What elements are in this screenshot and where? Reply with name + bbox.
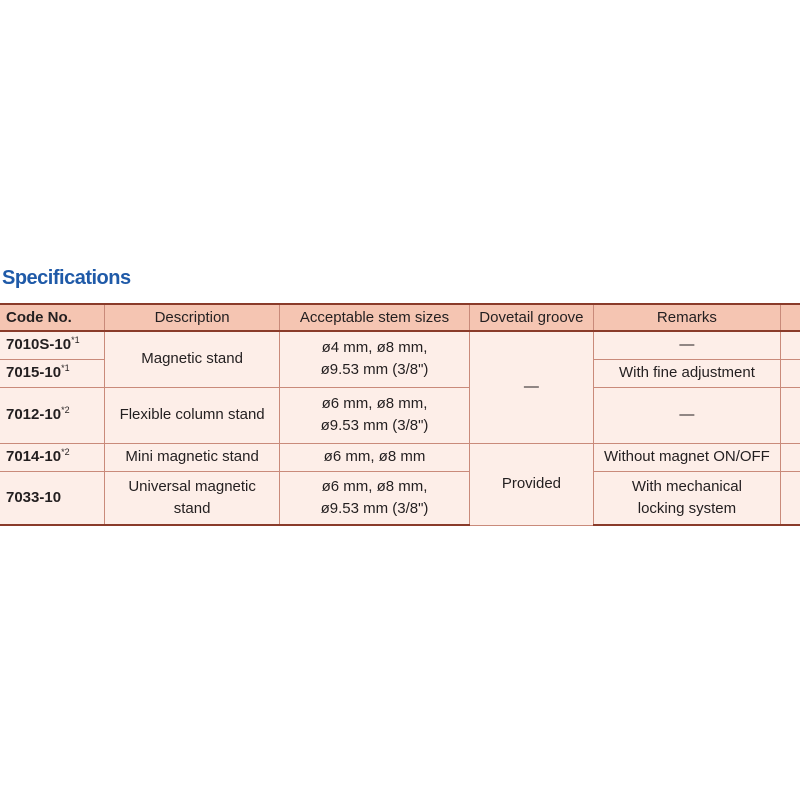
remarks-cell	[594, 331, 781, 359]
code-number: 7014-10	[6, 448, 62, 465]
table-row	[0, 443, 800, 471]
stem-sizes-text: ø4 mm, ø8 mm, ø9.53 mm (3/8")	[320, 339, 429, 379]
code-number: 7015-10	[6, 364, 62, 381]
footnote-mark: *1	[61, 363, 70, 373]
header-continued	[780, 304, 800, 331]
continued-cell	[780, 443, 800, 471]
description-cell	[105, 331, 280, 387]
code-cell	[0, 359, 105, 387]
description-cell	[105, 471, 280, 525]
specifications-table	[0, 303, 800, 526]
header-dovetail-groove: Dovetail groove	[469, 304, 593, 331]
description-cell	[105, 443, 280, 471]
description-text: Mini magnetic stand	[125, 448, 259, 465]
header-description: Description	[105, 304, 280, 331]
header-stem-sizes: Acceptable stem sizes	[280, 304, 470, 331]
continued-cell	[780, 387, 800, 443]
dovetail-text: —	[523, 378, 539, 396]
continued-cell	[780, 471, 800, 525]
section-title: Specifications	[2, 267, 131, 289]
stem-sizes-text: ø6 mm, ø8 mm	[323, 448, 426, 465]
stem-sizes-cell	[280, 471, 470, 525]
description-text: Universal magnetic stand	[128, 477, 256, 517]
stem-sizes-text: ø6 mm, ø8 mm, ø9.53 mm (3/8")	[320, 477, 429, 517]
dovetail-text: Provided	[501, 475, 562, 492]
remarks-cell	[594, 387, 781, 443]
dovetail-cell	[469, 443, 593, 525]
footnote-mark: *1	[71, 335, 80, 346]
remarks-cell	[594, 471, 781, 525]
table-row	[0, 387, 800, 443]
stem-sizes-text: ø6 mm, ø8 mm, ø9.53 mm (3/8")	[320, 395, 429, 434]
code-number: 7010S-10	[6, 336, 72, 354]
remarks-text: With mechanical locking system	[631, 477, 742, 517]
code-number: 7033-10	[6, 488, 62, 506]
stem-sizes-cell	[280, 443, 470, 471]
footnote-mark: *2	[61, 447, 70, 457]
header-row	[0, 304, 800, 331]
header-code-no: Code No.	[0, 304, 105, 331]
code-cell	[0, 471, 105, 525]
description-cell	[105, 387, 280, 443]
code-cell	[0, 331, 105, 359]
remarks-cell	[594, 359, 781, 387]
remarks-text: With fine adjustment	[618, 364, 755, 381]
header-remarks: Remarks	[594, 304, 781, 331]
footnote-mark: *2	[61, 405, 70, 415]
table-row	[0, 471, 800, 525]
code-number: 7012-10	[6, 406, 62, 423]
dovetail-cell	[469, 331, 593, 443]
stem-sizes-cell	[280, 331, 470, 387]
code-cell	[0, 443, 105, 471]
remarks-text: —	[679, 406, 695, 423]
remarks-cell	[594, 443, 781, 471]
remarks-text: Without magnet ON/OFF	[603, 448, 770, 465]
code-cell	[0, 387, 105, 443]
continued-cell	[780, 331, 800, 359]
table-row	[0, 331, 800, 359]
stem-sizes-cell	[280, 387, 470, 443]
description-text: Flexible column stand	[119, 406, 265, 423]
continued-cell	[780, 359, 800, 387]
description-text: Magnetic stand	[141, 350, 243, 368]
remarks-text: —	[679, 336, 695, 354]
